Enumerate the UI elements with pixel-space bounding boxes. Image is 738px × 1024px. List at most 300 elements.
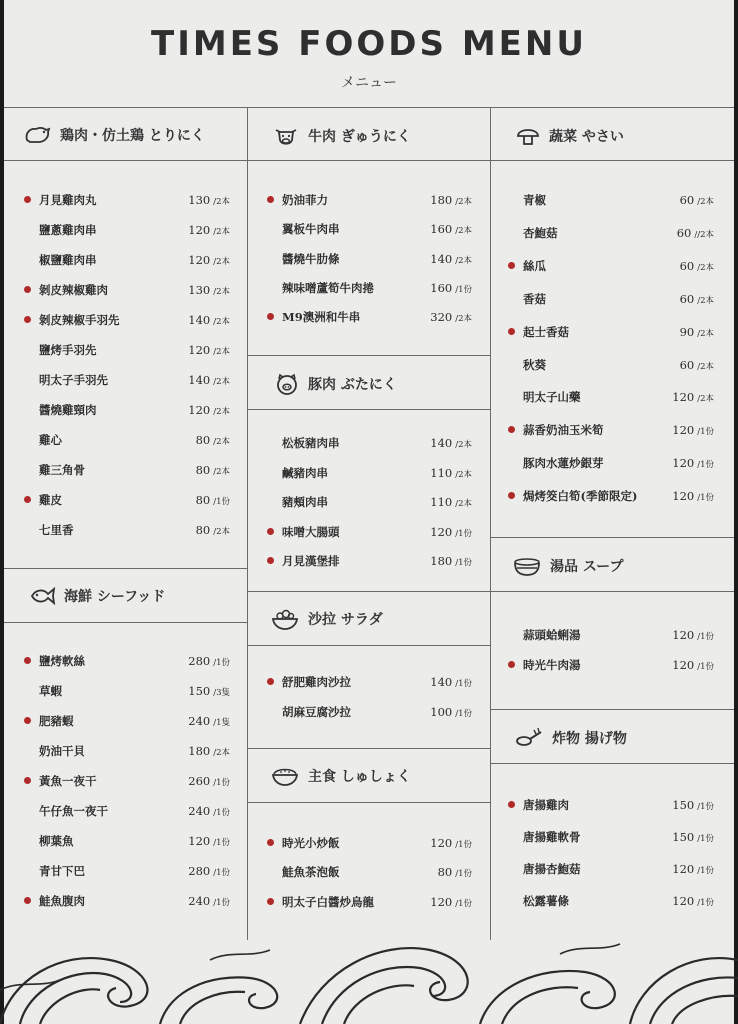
- menu-item: [508, 289, 714, 309]
- menu-item-price: 110: [430, 465, 453, 480]
- menu-item-price-group: [680, 193, 714, 207]
- menu-item: [267, 307, 472, 327]
- menu-item-price: 120: [672, 423, 695, 438]
- menu-item-price-group: [430, 554, 472, 568]
- menu-item-price: 180: [430, 554, 453, 569]
- header-divider: [4, 107, 734, 108]
- menu-item: [508, 486, 714, 506]
- menu-item-price: 110: [430, 495, 453, 510]
- menu-item: [508, 322, 714, 342]
- menu-item-name: 雞心: [39, 433, 62, 447]
- menu-item-price-group: [188, 654, 230, 668]
- menu-item-price-group: [430, 705, 472, 719]
- menu-item-price-group: [672, 489, 714, 503]
- menu-item-name: 豬頰肉串: [282, 495, 328, 510]
- menu-item-unit: /1份: [455, 869, 472, 880]
- menu-item: [24, 460, 230, 480]
- featured-marker-icon: [508, 262, 515, 269]
- menu-item-price-group: [438, 865, 472, 879]
- menu-item: [24, 280, 230, 300]
- divider: [247, 409, 490, 410]
- menu-item-unit: /1份: [697, 834, 714, 844]
- fish-icon: [30, 585, 56, 607]
- rice-bowl-icon: [270, 764, 300, 788]
- section-title-veg: [515, 124, 624, 148]
- menu-item-name: 青椒: [523, 193, 546, 207]
- menu-item: [24, 250, 230, 270]
- menu-item-unit: /2本: [213, 437, 230, 447]
- menu-item: [24, 520, 230, 540]
- divider: [4, 568, 247, 569]
- menu-item: [24, 400, 230, 420]
- menu-item-price-group: [677, 226, 714, 240]
- menu-item: [267, 190, 472, 210]
- featured-marker-icon: [24, 496, 31, 503]
- menu-item-unit: /3隻: [213, 688, 230, 698]
- divider: [247, 355, 490, 356]
- section-title-staple: [270, 764, 411, 788]
- menu-item-unit: /1份: [213, 497, 230, 507]
- menu-item-price-group: [188, 193, 230, 207]
- menu-item: [267, 833, 472, 853]
- menu-item-price: 260: [188, 774, 211, 788]
- menu-item-name: 秋葵: [523, 357, 546, 372]
- menu-item: [24, 430, 230, 450]
- menu-item: [267, 249, 472, 269]
- menu-item: [24, 340, 230, 360]
- menu-item-price: 180: [188, 744, 211, 758]
- menu-item-name: 草蝦: [39, 684, 62, 698]
- menu-item: [508, 453, 714, 473]
- mushroom-icon: [515, 124, 541, 148]
- menu-item-price: 120: [188, 343, 211, 357]
- menu-item-unit: /1份: [697, 898, 714, 908]
- menu-item-name: 豚肉水蓮炒銀芽: [523, 456, 604, 471]
- menu-item-price: 120: [188, 253, 211, 267]
- menu-item-price-group: [188, 223, 230, 237]
- wave-pattern: [0, 930, 738, 1024]
- menu-item-price-group: [680, 292, 714, 306]
- menu-item-price: 100: [430, 705, 453, 719]
- menu-item-price: 60: [676, 225, 692, 240]
- section-title-text: 湯品 スープ: [550, 559, 624, 575]
- divider: [490, 591, 734, 592]
- menu-item: [24, 861, 230, 881]
- divider: [4, 622, 247, 623]
- menu-item-price-group: [680, 259, 714, 273]
- menu-item-price: 240: [188, 894, 211, 908]
- menu-item: [508, 190, 714, 210]
- menu-item-name: 黃魚一夜干: [39, 774, 97, 788]
- menu-item-price-group: [430, 525, 472, 539]
- menu-item-price: 240: [188, 804, 211, 818]
- featured-marker-icon: [24, 657, 31, 664]
- menu-item-price: 60: [679, 258, 695, 273]
- featured-marker-icon: [24, 316, 31, 323]
- menu-item-unit: /2本: [455, 255, 472, 266]
- menu-item-name: 唐揚雞肉: [523, 798, 569, 812]
- menu-item-unit: /2本: [213, 317, 230, 327]
- featured-marker-icon: [267, 839, 274, 846]
- divider: [247, 591, 490, 592]
- menu-item-unit: /1份: [213, 808, 230, 818]
- divider: [247, 748, 490, 749]
- featured-marker-icon: [267, 678, 274, 685]
- menu-item-price-group: [430, 310, 472, 324]
- featured-marker-icon: [508, 801, 515, 808]
- column-divider-1: [247, 107, 248, 940]
- menu-item-name: M9澳洲和牛串: [282, 310, 361, 325]
- menu-item-price-group: [188, 714, 230, 728]
- menu-item-name: 奶油干貝: [39, 744, 85, 758]
- menu-item: [24, 651, 230, 671]
- menu-item-price-group: [672, 423, 714, 437]
- menu-item: [24, 310, 230, 330]
- frame-left-border: [0, 0, 4, 1024]
- menu-item-price: 180: [430, 193, 453, 207]
- menu-item-name: 肥豬蝦: [39, 714, 74, 728]
- menu-item-price-group: [188, 253, 230, 267]
- menu-item-price: 140: [188, 373, 211, 387]
- section-title-text: 蔬菜 やさい: [549, 129, 624, 145]
- menu-item-price-group: [188, 373, 230, 387]
- menu-item-name: 月見雞肉丸: [39, 193, 97, 207]
- menu-item-unit: /2本: [213, 227, 230, 237]
- featured-marker-icon: [508, 492, 515, 499]
- menu-item-name: 起士香菇: [523, 324, 569, 339]
- menu-item-price-group: [196, 493, 230, 507]
- menu-item-price: 140: [188, 313, 211, 327]
- menu-item: [24, 801, 230, 821]
- menu-item-name: 蒜香奶油玉米筍: [523, 423, 604, 438]
- menu-item-price-group: [188, 283, 230, 297]
- menu-item: [508, 387, 714, 407]
- menu-item-name: 柳葉魚: [39, 834, 74, 848]
- menu-item: [267, 278, 472, 298]
- menu-item-unit: /1份: [213, 868, 230, 878]
- menu-item-price: 150: [672, 798, 695, 812]
- menu-item-unit: /2本: [697, 394, 714, 405]
- menu-item-price: 120: [672, 628, 695, 642]
- menu-item-name: 醬燒牛肋條: [282, 251, 340, 266]
- menu-item-name: 剝皮辣椒雞肉: [39, 283, 108, 297]
- menu-item: [267, 522, 472, 542]
- menu-item-name: 鹽蔥雞肉串: [39, 223, 97, 237]
- section-title-soup: [512, 554, 623, 578]
- menu-item-unit: /1份: [697, 632, 714, 642]
- chicken-icon: [22, 124, 52, 146]
- menu-item: [267, 463, 472, 483]
- cow-icon: [272, 124, 300, 148]
- divider: [490, 709, 734, 710]
- menu-item-name: 鹹豬肉串: [282, 465, 328, 480]
- section-title-text: 牛肉 ぎゅうにく: [308, 129, 411, 145]
- column-divider-2: [490, 107, 491, 940]
- menu-item-price-group: [672, 628, 714, 642]
- menu-item-unit: /2本: [213, 748, 230, 758]
- menu-item-name: 雞皮: [39, 493, 62, 507]
- menu-item-price: 140: [430, 251, 453, 266]
- menu-item-unit: /1份: [455, 709, 472, 719]
- menu-item-price: 60: [679, 357, 695, 372]
- menu-item: [508, 223, 714, 243]
- featured-marker-icon: [267, 528, 274, 535]
- menu-item-unit: /1份: [697, 802, 714, 812]
- menu-item-price-group: [430, 675, 472, 689]
- menu-item: [267, 551, 472, 571]
- section-title-salad: [270, 607, 383, 631]
- menu-item-name: 月見漢堡排: [282, 554, 340, 569]
- menu-item-price-group: [680, 358, 714, 372]
- menu-item: [267, 672, 472, 692]
- menu-subtitle: メニュー: [341, 75, 397, 91]
- featured-marker-icon: [267, 898, 274, 905]
- menu-item-price-group: [430, 466, 472, 480]
- menu-item-name: 唐揚雞軟骨: [523, 830, 581, 844]
- menu-item: [508, 655, 714, 675]
- menu-item-price: 80: [195, 433, 211, 447]
- section-title-text: 海鮮 シーフッド: [64, 589, 166, 605]
- featured-marker-icon: [267, 313, 274, 320]
- menu-item-price: 120: [672, 658, 695, 672]
- menu-item: [24, 370, 230, 390]
- menu-item-name: 香菇: [523, 291, 546, 306]
- menu-item-price-group: [672, 894, 714, 908]
- menu-item-name: 明太子山藥: [523, 390, 581, 405]
- menu-item-name: 絲瓜: [523, 258, 546, 273]
- menu-item-unit: /2本: [697, 262, 714, 273]
- menu-item-unit: /1份: [455, 528, 472, 539]
- menu-item-price-group: [430, 895, 472, 909]
- menu-item-price: 90: [679, 324, 695, 339]
- section-title-text: 鶏肉・仿土鶏 とりにく: [60, 128, 205, 144]
- menu-item-price-group: [430, 193, 472, 207]
- menu-item-unit: /2本: [455, 197, 472, 207]
- section-title-text: 沙拉 サラダ: [308, 612, 383, 628]
- menu-item-unit: /2本: [213, 407, 230, 417]
- menu-item-name: 鮭魚腹肉: [39, 894, 85, 908]
- soup-bowl-icon: [512, 554, 542, 578]
- menu-item-unit: /1份: [697, 866, 714, 876]
- menu-item-name: 松板豬肉串: [282, 436, 340, 450]
- menu-item: [508, 355, 714, 375]
- menu-item-price: 130: [188, 283, 211, 297]
- menu-item-price-group: [430, 222, 472, 236]
- menu-item-price: 80: [437, 865, 453, 880]
- menu-item-name: 蒜頭蛤蜊湯: [523, 628, 581, 642]
- menu-item-price-group: [680, 325, 714, 339]
- menu-item: [508, 795, 714, 815]
- menu-item-price: 130: [188, 193, 211, 207]
- menu-item-unit: /1份: [697, 427, 714, 438]
- menu-item-price: 80: [195, 463, 211, 477]
- menu-item-price: 240: [188, 714, 211, 728]
- menu-item-unit: /1份: [213, 778, 230, 788]
- menu-item-price-group: [188, 774, 230, 788]
- section-title-seafood: [30, 585, 165, 607]
- menu-item-price-group: [188, 313, 230, 327]
- menu-item-name: 七里香: [39, 523, 74, 537]
- menu-item-price: 120: [672, 390, 695, 405]
- section-title-beef: [272, 124, 411, 148]
- section-title-chicken: [22, 124, 205, 146]
- menu-item-name: 奶油菲力: [282, 193, 328, 207]
- menu-item-price: 140: [430, 675, 453, 689]
- menu-item: [24, 711, 230, 731]
- menu-item-name: 椒鹽雞肉串: [39, 253, 97, 267]
- menu-item-name: 青甘下巴: [39, 864, 85, 878]
- featured-marker-icon: [508, 328, 515, 335]
- menu-item: [267, 862, 472, 882]
- menu-item-price-group: [430, 281, 472, 295]
- featured-marker-icon: [267, 557, 274, 564]
- menu-item-price-group: [672, 830, 714, 844]
- featured-marker-icon: [24, 286, 31, 293]
- menu-item-name: 舒肥雞肉沙拉: [282, 675, 351, 689]
- menu-item: [508, 859, 714, 879]
- menu-item-unit: /1份: [697, 662, 714, 672]
- menu-item-name: 醬燒雞頸肉: [39, 403, 97, 417]
- menu-item-unit: /1份: [455, 558, 472, 569]
- menu-item-price-group: [188, 343, 230, 357]
- featured-marker-icon: [508, 661, 515, 668]
- menu-item-name: 辣味噌蘆筍牛肉捲: [282, 280, 374, 295]
- menu-item-price-group: [196, 463, 230, 477]
- menu-item-price-group: [430, 495, 472, 509]
- menu-item-price-group: [188, 684, 230, 698]
- menu-item: [267, 702, 472, 722]
- featured-marker-icon: [24, 897, 31, 904]
- pig-icon: [274, 372, 300, 396]
- menu-item-unit: /2本: [697, 361, 714, 372]
- menu-item-unit: /1份: [213, 658, 230, 668]
- menu-item-price-group: [672, 658, 714, 672]
- menu-item: [508, 827, 714, 847]
- section-title-text: 主食 しゅしょく: [308, 769, 411, 785]
- menu-item-price: 140: [430, 436, 453, 450]
- menu-item-price-group: [188, 744, 230, 758]
- menu-item-unit: /1份: [697, 493, 714, 504]
- menu-item-price-group: [196, 523, 230, 537]
- menu-item-unit: /2本: [213, 377, 230, 387]
- menu-item-unit: /2本: [213, 467, 230, 477]
- menu-item-unit: /1份: [213, 838, 230, 848]
- menu-item-price-group: [672, 390, 714, 404]
- divider: [247, 160, 490, 161]
- menu-item-price: 60: [679, 193, 695, 207]
- menu-item-unit: //2本: [694, 229, 714, 240]
- frying-pan-icon: [514, 726, 544, 750]
- frame-right-border: [734, 0, 738, 1024]
- divider: [247, 802, 490, 803]
- menu-item: [508, 891, 714, 911]
- menu-item-price-group: [672, 456, 714, 470]
- menu-item: [24, 681, 230, 701]
- divider: [4, 160, 247, 161]
- menu-item-price-group: [430, 436, 472, 450]
- menu-item-price-group: [672, 798, 714, 812]
- menu-item-price: 150: [672, 830, 695, 844]
- menu-item: [267, 219, 472, 239]
- menu-item-name: 味噌大腸頭: [282, 524, 340, 539]
- featured-marker-icon: [508, 426, 515, 433]
- menu-item-unit: /1隻: [213, 718, 230, 728]
- menu-item: [267, 892, 472, 912]
- menu-item-name: 明太子手羽先: [39, 373, 108, 387]
- menu-item-unit: /2本: [455, 469, 472, 480]
- menu-item-price-group: [188, 894, 230, 908]
- divider: [490, 537, 734, 538]
- menu-item-unit: /2本: [455, 314, 472, 325]
- menu-item: [267, 492, 472, 512]
- menu-item-price: 150: [188, 684, 211, 698]
- menu-item-price: 120: [430, 836, 453, 850]
- menu-item: [24, 220, 230, 240]
- menu-item: [24, 771, 230, 791]
- menu-item: [24, 741, 230, 761]
- menu-item-name: 鮭魚茶泡飯: [282, 865, 340, 880]
- menu-item-price: 160: [430, 280, 453, 295]
- menu-item-price: 120: [430, 524, 453, 539]
- salad-bowl-icon: [270, 607, 300, 631]
- menu-item-price: 160: [430, 222, 453, 237]
- menu-item-unit: /2本: [697, 197, 714, 207]
- menu-item-price-group: [430, 252, 472, 266]
- menu-item-name: 松露薯條: [523, 894, 569, 908]
- menu-item: [508, 256, 714, 276]
- section-title-fried: [514, 726, 627, 750]
- menu-item-price: 280: [188, 654, 211, 668]
- menu-item-unit: /1份: [455, 898, 472, 909]
- menu-item-unit: /2本: [213, 257, 230, 267]
- menu-item-price: 120: [188, 834, 211, 848]
- menu-item-price: 80: [195, 523, 211, 537]
- menu-item-unit: /2本: [455, 440, 472, 450]
- menu-item-price: 320: [430, 310, 453, 325]
- section-title-text: 炸物 揚げ物: [552, 731, 627, 747]
- menu-item-price-group: [188, 834, 230, 848]
- menu-item-unit: /2本: [697, 328, 714, 339]
- menu-item-name: 時光小炒飯: [282, 836, 340, 850]
- menu-item-price: 280: [188, 864, 211, 878]
- divider: [490, 160, 734, 161]
- menu-item-price: 80: [195, 493, 211, 507]
- menu-item-unit: /1份: [455, 840, 472, 850]
- menu-item-unit: /2本: [213, 197, 230, 207]
- menu-item-price-group: [430, 836, 472, 850]
- menu-item-unit: /2本: [213, 347, 230, 357]
- menu-item-unit: /1份: [455, 679, 472, 689]
- featured-marker-icon: [267, 196, 274, 203]
- menu-item-price: 120: [430, 894, 453, 909]
- menu-item-name: 唐揚杏鮑菇: [523, 862, 581, 876]
- menu-item-price: 120: [188, 223, 211, 237]
- menu-item-unit: /1份: [697, 460, 714, 471]
- menu-item-price-group: [188, 403, 230, 417]
- featured-marker-icon: [24, 196, 31, 203]
- menu-item-name: 時光牛肉湯: [523, 658, 581, 672]
- menu-item-name: 焗烤筊白筍(季節限定): [523, 489, 638, 504]
- menu-item: [24, 190, 230, 210]
- menu-item: [24, 891, 230, 911]
- menu-item-unit: /1份: [455, 284, 472, 295]
- menu-item-unit: /2本: [213, 527, 230, 537]
- menu-item-price-group: [188, 864, 230, 878]
- menu-item-name: 杏鮑菇: [523, 225, 558, 240]
- menu-item-name: 午仔魚一夜干: [39, 804, 108, 818]
- divider: [490, 763, 734, 764]
- menu-item-unit: /1份: [213, 898, 230, 908]
